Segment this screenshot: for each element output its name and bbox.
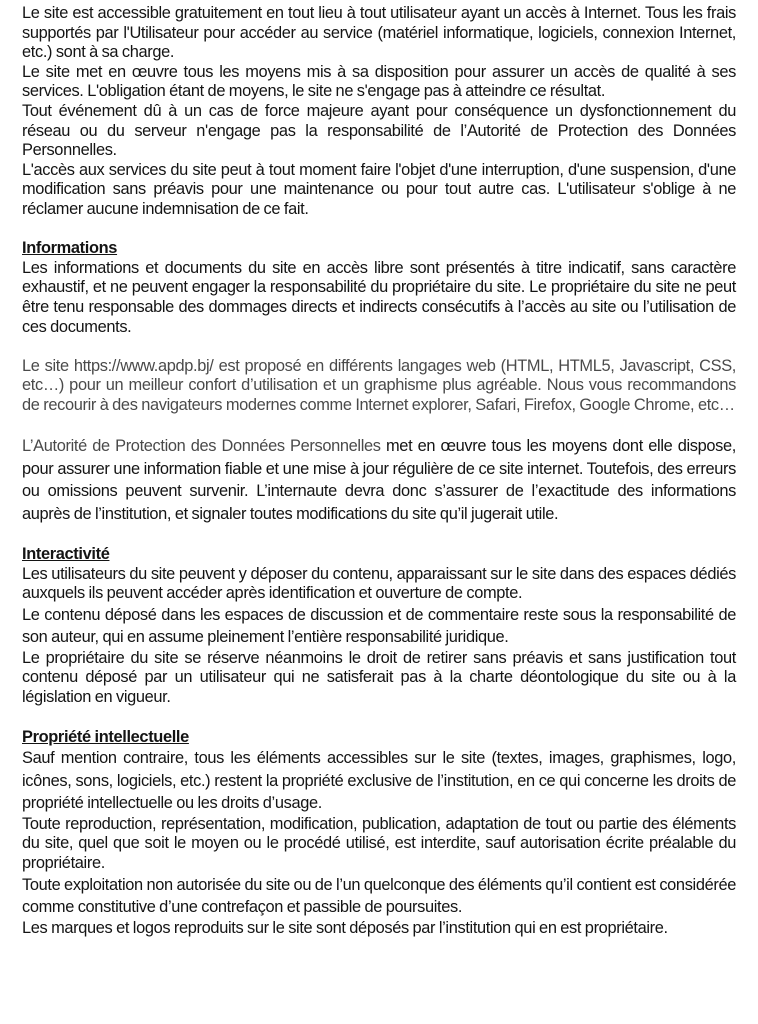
propriete-paragraph-4: Les marques et logos reproduits sur le site sont déposés par l’institution qui en est propriétaire. (22, 918, 668, 937)
informations-paragraph-reliability (22, 435, 736, 525)
propriete-paragraph-2: Toute reproduction, représentation, modification, publication, adaptation de tout ou partie des éléments du site, quel que soit le moyen ou le procédé utilisé, est interdite, sauf autorisation écrite préalable du propriétaire. (22, 814, 736, 872)
spacer (22, 708, 736, 728)
propriete-paragraph-3: Toute exploitation non autorisée du site ou de l’un quelconque des éléments qu’il contient est considérée comme constitutive d’une contrefaçon et passible de poursuites. (22, 875, 736, 916)
authority-name: L’Autorité de Protection des Données Personnelles (22, 437, 381, 456)
intro-paragraph-force-majeure: Tout événement dû à un cas de force majeure ayant pour conséquence un dysfonctionnement du réseau ou du serveur n'engage pas la responsabilité de l’Autorité de Protection des Données Personnelles. (22, 101, 736, 160)
spacer (22, 337, 736, 357)
informations-paragraph-languages: Le site https://www.apdp.bj/ est proposé en différents langages web (HTML, HTML5, Javascript, CSS, etc…) pour un meilleur confort d’utilisation et un graphisme plus agréable. Nous vous recommandons de recourir à des navigateurs modernes comme Internet explorer, Safari, Firefox, Google Chrome, etc… (22, 356, 736, 414)
section-heading-informations: Informations (22, 239, 118, 258)
informations-paragraph-1: Les informations et documents du site en accès libre sont présentés à titre indicatif, sans caractère exhaustif, et ne peuvent engager la responsabilité du propriétaire du site. Le propriétaire du site ne peut être tenu responsable des dommages directs et indirects consécutifs à l’accès au site ou l’utilisation de ces documents. (22, 258, 736, 336)
propriete-paragraph-1: Sauf mention contraire, tous les éléments accessibles sur le site (textes, images, graphismes, logo, icônes, sons, logiciels, etc.) restent la propriété exclusive de l’institution, en ce qui concerne les droits de propriété intellectuelle ou les droits d’usage. (22, 749, 736, 813)
interactivite-paragraph-3: Le propriétaire du site se réserve néanmoins le droit de retirer sans préavis et sans justification tout contenu déposé par un utilisateur qui ne satisferait pas à la charte déontologique du site ou à la législation en vigueur. (22, 648, 736, 707)
intro-paragraph-quality: Le site met en œuvre tous les moyens mis à sa disposition pour assurer un accès de qualité à ses services. L'obligation étant de moyens, le site ne s'engage pas à atteindre ce résultat. (22, 62, 736, 101)
reliability-text: met en œuvre tous les moyens dont elle dispose, pour assurer une information fiable et une mise à jour régulière de ce site internet. Toutefois, des erreurs ou omissions peuvent survenir. L’internaute devra donc s’assurer de l’exactitude des informations auprès de l’institution, et signaler toutes modifications du site qu’il jugerait utile. (22, 437, 736, 523)
spacer (22, 220, 736, 240)
interactivite-paragraph-1: Les utilisateurs du site peuvent y déposer du contenu, apparaissant sur le site dans des espaces dédiés auxquels ils peuvent accéder après identification et ouverture de compte. (22, 564, 736, 603)
section-heading-interactivite: Interactivité (22, 545, 110, 564)
spacer (22, 525, 736, 545)
intro-paragraph-access: Le site est accessible gratuitement en tout lieu à tout utilisateur ayant un accès à Internet. Tous les frais supportés par l'Utilisateur pour accéder au service (matériel informatique, logiciels, connexion Internet, etc.) sont à sa charge. (22, 4, 736, 62)
section-heading-propriete: Propriété intellectuelle (22, 727, 189, 746)
spacer (22, 415, 736, 435)
interactivite-paragraph-2: Le contenu déposé dans les espaces de discussion et de commentaire reste sous la responsabilité de son auteur, qui en assume pleinement l’entière responsabilité juridique. (22, 605, 736, 647)
intro-paragraph-interruption: L'accès aux services du site peut à tout moment faire l'objet d'une interruption, d'une suspension, d'une modification sans préavis pour une maintenance ou pour tout autre cas. L'utilisateur s'oblige à ne réclamer aucune indemnisation de ce fait. (22, 160, 736, 218)
